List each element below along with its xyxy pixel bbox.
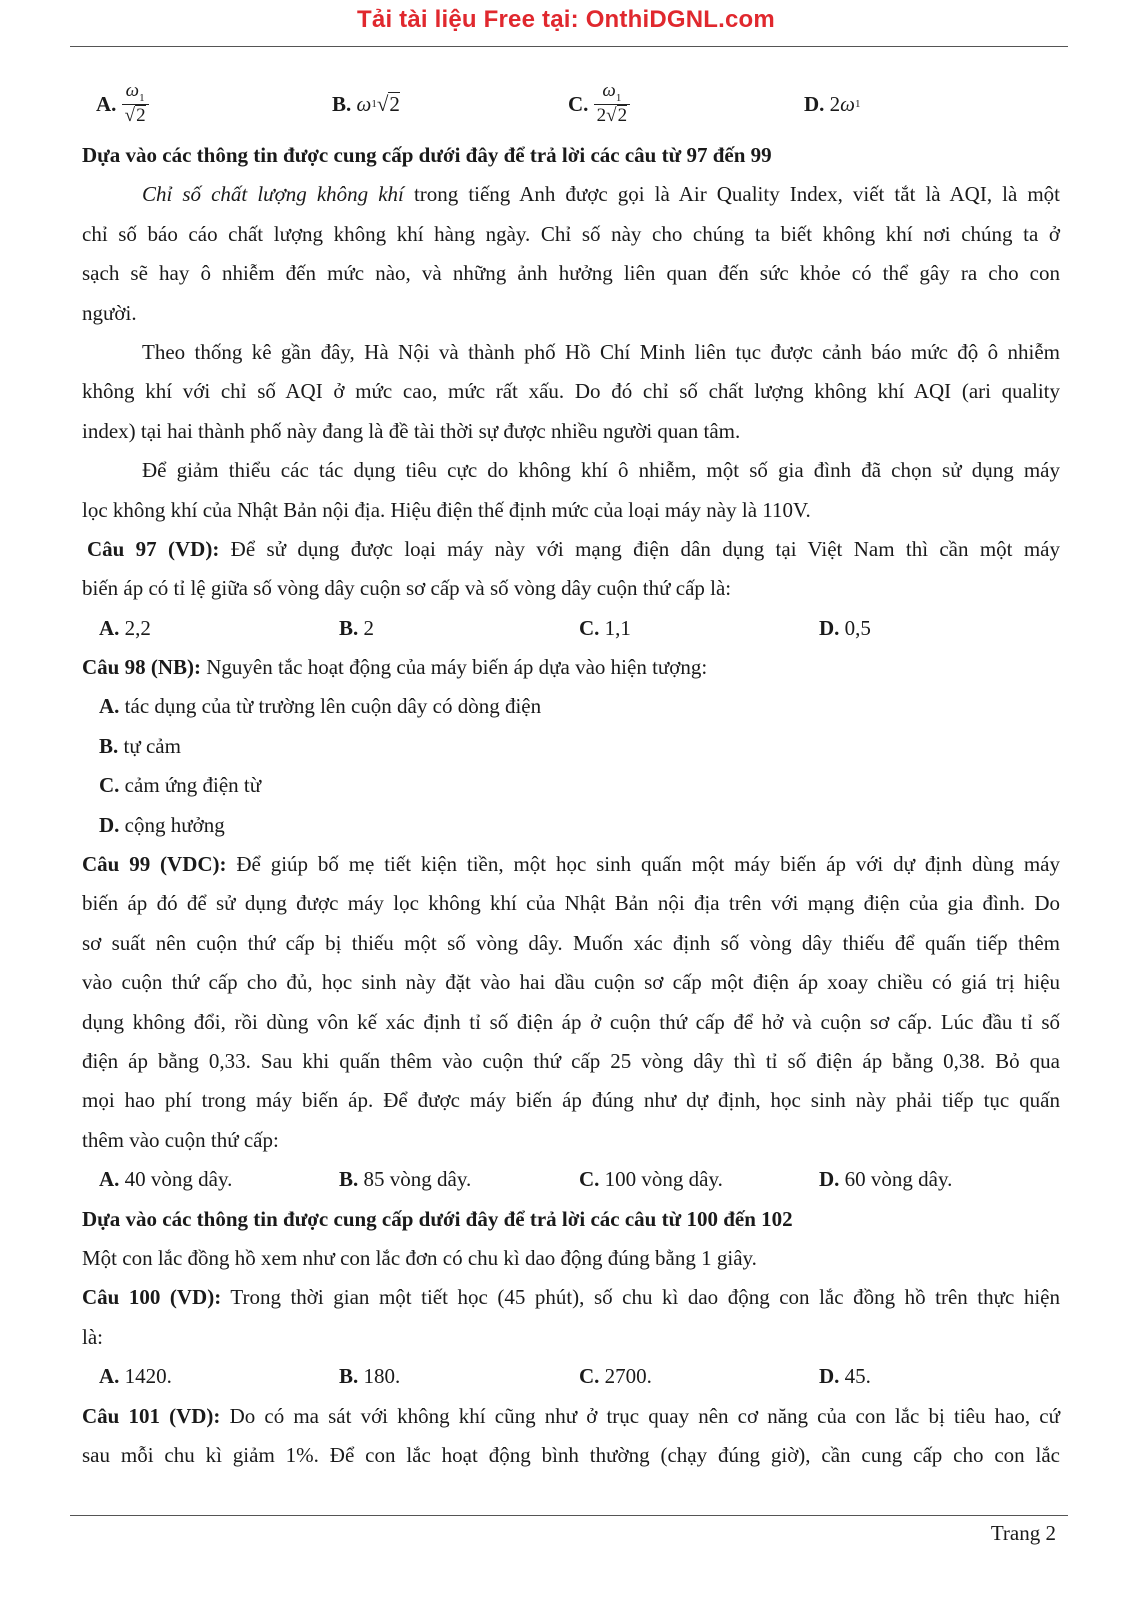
passage1-heading: Dựa vào các thông tin được cung cấp dưới đây để trả lời các câu từ 97 đến 99 bbox=[82, 143, 772, 167]
fraction-omega-over-2sqrt2: $\frac{\omega_1}{2√2}$ bbox=[594, 81, 630, 127]
q96-option-a: A. $\frac{\omega_1}{√2}$ bbox=[96, 81, 332, 127]
q97-option-b: B. 2 bbox=[339, 615, 375, 640]
q98-option-d: D. cộng hưởng bbox=[99, 812, 225, 837]
footer-divider bbox=[70, 1515, 1068, 1516]
q100-option-a: A. 1420. bbox=[99, 1364, 172, 1389]
question-101: Câu 101 (VD): Do có ma sát với không khí cũng như ở trục quay nên cơ năng của con lắc bị tiêu hao, cứ bbox=[82, 1403, 1061, 1428]
header-divider bbox=[70, 46, 1068, 47]
question-99-line6: điện áp bằng 0,33. Sau khi quấn thêm vào cuộn thứ cấp 25 vòng dây thì tỉ số điện áp bằng 0,38. Bỏ qua bbox=[82, 1048, 1060, 1073]
question-99-line4: vào cuộn thứ cấp cho đủ, học sinh này đặt vào hai dầu cuộn sơ cấp một điện áp xoay chiều có giá trị hiệu bbox=[82, 970, 1060, 995]
passage1-paragraph2-line1: Theo thống kê gần đây, Hà Nội và thành phố Hồ Chí Minh liên tục được cảnh báo mức độ ô nhiễm bbox=[142, 339, 1060, 364]
q96-options bbox=[82, 72, 1060, 136]
question-99-line7: mọi hao phí trong máy biến áp. Để được máy biến áp đúng như dự định, học sinh này phải tiếp tục quấn bbox=[82, 1088, 1060, 1113]
q98-option-a: A. tác dụng của từ trường lên cuộn dây có dòng điện bbox=[99, 694, 542, 719]
passage1-paragraph2-line3: index) tại hai thành phố này đang là đề tài thời sự được nhiều người quan tâm. bbox=[82, 418, 741, 443]
page-content bbox=[82, 80, 1061, 1475]
passage2-heading: Dựa vào các thông tin được cung cấp dưới đây để trả lời các câu từ 100 đến 102 bbox=[82, 1206, 793, 1231]
question-97-line2: biến áp có tỉ lệ giữa số vòng dây cuộn sơ cấp và số vòng dây cuộn thứ cấp là: bbox=[82, 576, 732, 601]
q99-option-b: B. 85 vòng dây. bbox=[339, 1167, 472, 1192]
question-100: Câu 100 (VD): Trong thời gian một tiết học (45 phút), số chu kì dao động con lắc đồng hồ trên thực hiện bbox=[82, 1285, 1061, 1310]
q96-option-c: C. $\frac{\omega_1}{2√2}$ bbox=[568, 81, 804, 127]
question-100-line2: là: bbox=[82, 1324, 103, 1349]
question-99-line5: dụng không đổi, rồi dùng vôn kế xác định tỉ số điện áp ở cuộn thứ cấp để hở và cuộn sơ cấp. Lúc đầu tỉ số bbox=[82, 1009, 1060, 1034]
q96-option-b: B. ω 1 √ 2 bbox=[332, 91, 400, 117]
q100-options bbox=[82, 1357, 1060, 1396]
q97-option-c: C. 1,1 bbox=[579, 615, 631, 640]
fraction-omega-over-sqrt2: $\frac{\omega_1}{√2}$ bbox=[122, 81, 149, 127]
passage1-paragraph1-line3: sạch sẽ hay ô nhiễm đến mức nào, và những ảnh hưởng liên quan đến sức khỏe có thể gây ra cho con bbox=[82, 261, 1060, 286]
site-banner: Tải tài liệu Free tại: OnthiDGNL.com bbox=[357, 6, 775, 33]
passage1-paragraph2-line2: không khí với chỉ số AQI ở mức cao, mức rất xấu. Do đó chỉ số chất lượng không khí AQI (ari quality bbox=[82, 379, 1060, 404]
q100-option-c: C. 2700. bbox=[579, 1364, 652, 1389]
passage2-text: Một con lắc đồng hồ xem như con lắc đơn có chu kì dao động đúng bằng 1 giây. bbox=[82, 1245, 757, 1270]
page-number: Trang 2 bbox=[990, 1521, 1056, 1545]
q97-option-d: D. 0,5 bbox=[819, 615, 871, 640]
passage1-paragraph3-line1: Để giảm thiểu các tác dụng tiêu cực do không khí ô nhiễm, một số gia đình đã chọn sử dụng máy bbox=[142, 458, 1060, 483]
question-98: Câu 98 (NB): Nguyên tắc hoạt động của máy biến áp dựa vào hiện tượng: bbox=[82, 655, 708, 680]
passage1-paragraph1-line4: người. bbox=[82, 300, 137, 325]
question-99-line3: sơ suất nên cuộn thứ cấp bị thiếu một số vòng dây. Muốn xác định số vòng dây thiếu để quấn tiếp thêm bbox=[82, 930, 1060, 955]
q100-option-b: B. 180. bbox=[339, 1364, 401, 1389]
q97-options bbox=[82, 609, 1060, 648]
question-97: Câu 97 (VD): Để sử dụng được loại máy này với mạng điện dân dụng tại Việt Nam thì cần một máy bbox=[87, 536, 1060, 561]
q99-option-a: A. 40 vòng dây. bbox=[99, 1167, 233, 1192]
q98-option-b: B. tự cảm bbox=[99, 733, 181, 758]
question-99-line8: thêm vào cuộn thứ cấp: bbox=[82, 1127, 279, 1152]
q100-option-d: D. 45. bbox=[819, 1364, 871, 1389]
question-101-line2: sau mỗi chu kì giảm 1%. Để con lắc hoạt động bình thường (chạy đúng giờ), cần cung cấp cho con lắc bbox=[82, 1442, 1060, 1467]
question-99: Câu 99 (VDC): Để giúp bố mẹ tiết kiện tiền, một học sinh quấn một máy biến áp với dự định dùng máy bbox=[82, 852, 1061, 877]
passage1-paragraph3-line2: lọc không khí của Nhật Bản nội địa. Hiệu điện thế định mức của loại máy này là 110V. bbox=[82, 497, 811, 522]
q96-option-d: D. 2 ω 1 bbox=[804, 91, 861, 116]
passage1-paragraph1-line2: chỉ số báo cáo chất lượng không khí hàng ngày. Chỉ số này cho chúng ta biết không khí nơi chúng ta ở bbox=[82, 221, 1060, 246]
q99-option-c: C. 100 vòng dây. bbox=[579, 1167, 723, 1192]
q97-option-a: A. 2,2 bbox=[99, 615, 151, 640]
passage1-paragraph1-line1: Chỉ số chất lượng không khí trong tiếng Anh được gọi là Air Quality Index, viết tắt là AQI, là một bbox=[142, 182, 1061, 207]
question-99-line2: biến áp đó để sử dụng được máy lọc không khí của Nhật Bản nội địa trên với mạng điện của gia đình. Do bbox=[82, 891, 1060, 916]
q99-options bbox=[82, 1160, 1060, 1199]
q98-option-c: C. cảm ứng điện từ bbox=[99, 773, 262, 798]
q99-option-d: D. 60 vòng dây. bbox=[819, 1167, 953, 1192]
